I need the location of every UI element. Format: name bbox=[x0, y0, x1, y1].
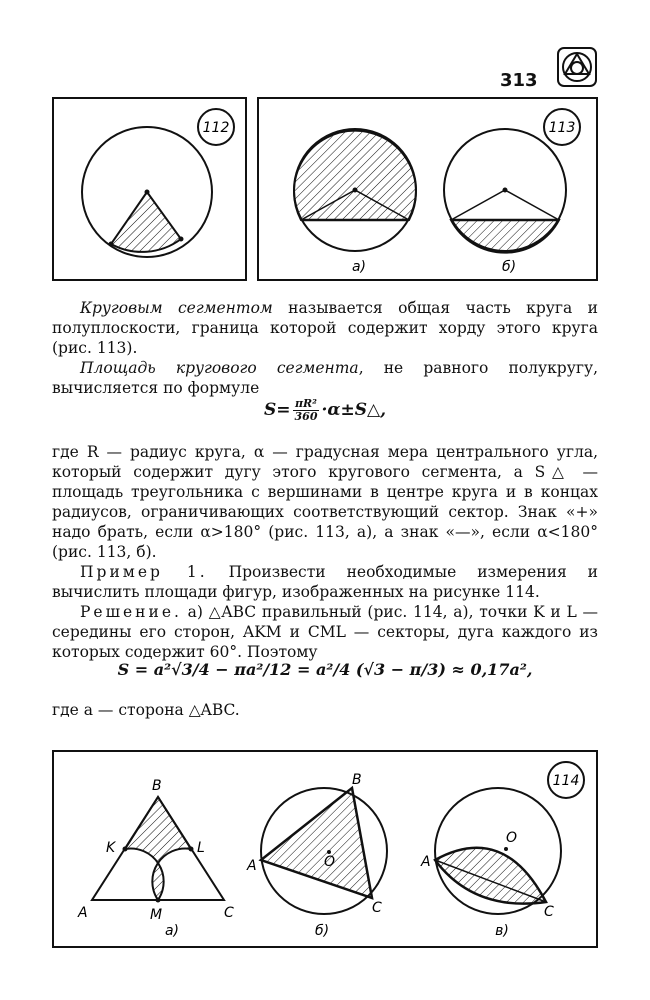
example-text: Произвести необходимые измерения и вычислить площади фигур, изображенных на рисунке 114. bbox=[52, 563, 599, 601]
paragraph-segment-definition bbox=[52, 298, 598, 358]
paragraph-explanation: где R — радиус круга, α — градусная мера центрального угла, который содержит дугу этого кругового сегмента, а S△ — площадь треугольника с вершинами в центре круга и в концах радиусов, ограничивающих соответствующий сектор. Знак «+» надо брать, если α>180° (рис. 113, а), а знак «—», если α<180° (рис. 113, б). bbox=[52, 443, 598, 561]
formula1-numerator: πR² bbox=[293, 398, 320, 411]
formula1-rhs: ·α±S△, bbox=[321, 400, 386, 420]
body-text-1 bbox=[52, 298, 598, 398]
formula1-lhs: S= bbox=[263, 400, 291, 420]
figure-114 bbox=[52, 750, 598, 948]
term-segment: Круговым сегментом bbox=[80, 299, 273, 317]
fig114a-label-l: L bbox=[197, 840, 205, 856]
paragraph-segment-area-text: , не равного полукругу, вычисляется по формуле bbox=[52, 359, 598, 397]
fig114b-label-c: C bbox=[372, 900, 382, 916]
solution-text: а) △ABC правильный (рис. 114, а), точки K и L — середины его сторон, AKM и CML — секторы, дуга каждого из которых содержит 60°. Поэтому bbox=[52, 603, 598, 661]
paragraph-segment-definition-text: называется общая часть круга и полуплоскости, граница которой содержит хорду этого круга (рис. 113). bbox=[52, 299, 598, 357]
fig114a-label-c: C bbox=[224, 905, 234, 921]
solution-label: Решение. bbox=[80, 603, 182, 621]
fig114-caption-c: в) bbox=[495, 923, 509, 939]
fig114b-label-a: A bbox=[247, 858, 257, 874]
figure-112 bbox=[52, 97, 247, 281]
fig114-caption-a: а) bbox=[164, 923, 180, 939]
example-label: Пример 1. bbox=[80, 563, 208, 581]
page-number: 313 bbox=[500, 70, 538, 91]
paragraph-example bbox=[52, 562, 598, 602]
fig114c-label-a: A bbox=[421, 854, 431, 870]
figure-114-number: 114 bbox=[552, 773, 580, 789]
fig114c-label-o: O bbox=[506, 830, 518, 846]
figure-113 bbox=[257, 97, 598, 281]
body-text-2 bbox=[52, 442, 598, 662]
formula1-fraction bbox=[293, 398, 320, 423]
fig114b-label-o: O bbox=[324, 854, 336, 870]
fig114a-label-b: B bbox=[152, 778, 162, 794]
triangle-circle-logo-icon bbox=[556, 46, 598, 88]
fig114a-label-k: K bbox=[106, 840, 116, 856]
formula1-denominator: 360 bbox=[294, 410, 318, 423]
fig114a-label-m: M bbox=[150, 907, 163, 923]
figure-113-caption-b: б) bbox=[501, 259, 517, 275]
figure-112-number: 112 bbox=[202, 120, 230, 136]
paragraph-solution bbox=[52, 602, 598, 662]
formula-segment-area bbox=[0, 398, 650, 423]
term-segment-area: Площадь кругового сегмента bbox=[80, 359, 359, 377]
fig114a-label-a: A bbox=[78, 905, 88, 921]
formula-example-area: S = a²√3/4 − πa²/12 = a²/4 (√3 − π/3) ≈ 0,17a², bbox=[117, 660, 533, 679]
paragraph-side-note: где a — сторона △ABC. bbox=[52, 701, 240, 719]
fig114c-label-c: C bbox=[544, 904, 554, 920]
figure-113-number: 113 bbox=[548, 120, 576, 136]
fig114b-label-b: B bbox=[352, 772, 362, 788]
fig114-caption-b: б) bbox=[314, 923, 330, 939]
body-text-3 bbox=[52, 700, 598, 720]
paragraph-segment-area bbox=[52, 358, 598, 398]
figure-113-caption-a: а) bbox=[351, 259, 367, 275]
